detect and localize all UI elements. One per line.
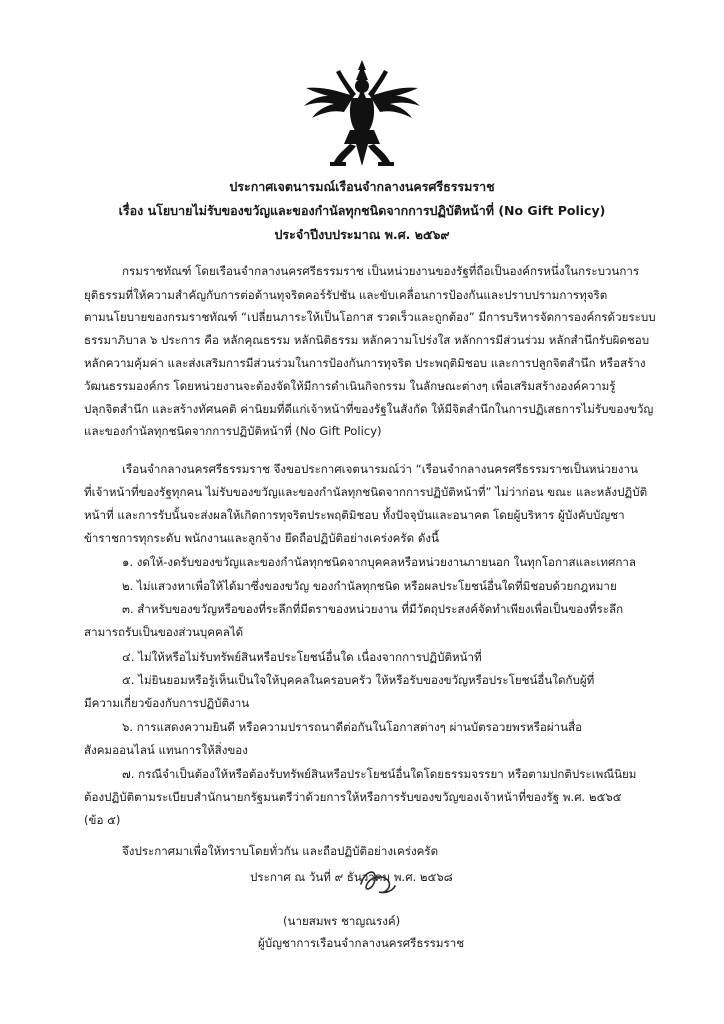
title-issuer: ประกาศเจตนารมณ์เรือนจำกลางนครศรีธรรมราช xyxy=(229,179,495,194)
para1-line: หลักความคุ้มค่า และส่งเสริมการมีส่วนร่วมในการป้องกันการทุจริต ประพฤติมิชอบ และการปลูกจิตสำนึก หรือสร้าง xyxy=(84,356,646,370)
handwritten-signature-icon xyxy=(355,864,399,900)
policy-item: ๖. การแสดงความยินดี หรือความปรารถนาดีต่อกันในโอกาสต่างๆ ผ่านบัตรอวยพรหรือผ่านสื่อ xyxy=(122,720,583,734)
garuda-emblem-icon xyxy=(300,58,424,170)
policy-item-continued: สามารถรับเป็นของส่วนบุคคลได้ xyxy=(84,625,244,639)
signer-position: ผู้บัญชาการเรือนจำกลางนครศรีธรรมราช xyxy=(258,936,465,950)
policy-item: ๗. กรณีจำเป็นต้องให้หรือต้องรับทรัพย์สินหรือประโยชน์อื่นใดโดยธรรมจรรยา หรือตามปกติประเพณีนิยม xyxy=(122,767,637,781)
para1-line: กรมราชทัณฑ์ โดยเรือนจำกลางนครศรีธรรมราช เป็นหน่วยงานของรัฐที่ถือเป็นองค์กรหนึ่งในกระบวนการ xyxy=(122,264,640,278)
policy-item: ๒. ไม่แสวงหาเพื่อให้ได้มาซึ่งของขวัญ ของกำนัลทุกชนิด หรือผลประโยชน์อื่นใดที่มิชอบด้วยกฎหมาย xyxy=(122,579,617,593)
date-line: ประกาศ ณ วันที่ ๙ ธันวาคม พ.ศ. ๒๕๖๘ xyxy=(250,870,453,884)
signer-name: (นายสมพร ชาญณรงค์) xyxy=(283,914,401,928)
para1-line: ยุติธรรมที่ให้ความสำคัญกับการต่อต้านทุจริตคอร์รัปชัน และขับเคลื่อนการป้องกันและปราบปรามการทุจริต xyxy=(84,288,608,302)
policy-item: ๓. สำหรับของขวัญหรือของที่ระลึกที่มีตราของหน่วยงาน ที่มีวัตถุประสงค์จัดทำเพียงเพื่อเป็นของที่ระลึก xyxy=(122,602,624,616)
para1-line: และของกำนัลทุกชนิดจากการปฏิบัติหน้าที่ (No Gift Policy) xyxy=(84,424,382,438)
title-fiscal-year: ประจำปีงบประมาณ พ.ศ. ๒๕๖๙ xyxy=(274,227,450,242)
policy-item: ๑. งดให้-งดรับของขวัญและของกำนัลทุกชนิดจากบุคคลหรือหน่วยงานภายนอก ในทุกโอกาสและเทศกาล xyxy=(122,555,637,569)
para1-line: ธรรมาภิบาล ๖ ประการ คือ หลักคุณธรรม หลักนิติธรรม หลักความโปร่งใส หลักการมีส่วนร่วม หลักสำนึกรับผิดชอบ xyxy=(84,333,650,347)
closing-statement: จึงประกาศมาเพื่อให้ทราบโดยทั่วกัน และถือปฏิบัติอย่างเคร่งครัด xyxy=(122,844,439,858)
para2-line: ข้าราชการทุกระดับ พนักงานและลูกจ้าง ยึดถือปฏิบัติอย่างเคร่งครัด ดังนี้ xyxy=(84,531,439,545)
policy-item: ๕. ไม่ยินยอมหรือรู้เห็นเป็นใจให้บุคคลในครอบครัว ให้หรือรับของขวัญหรือประโยชน์อื่นใดกับผู้ที่ xyxy=(122,673,595,687)
para2-line: ที่เจ้าหน้าที่ของรัฐทุกคน ไม่รับของขวัญและของกำนัลทุกชนิดจากการปฏิบัติหน้าที่” ไม่ว่าก่อน ขณะ และหลังปฏิบัติ xyxy=(84,485,648,499)
policy-item-continued: สังคมออนไลน์ แทนการให้สิ่งของ xyxy=(84,743,248,757)
title-subject: เรื่อง นโยบายไม่รับของขวัญและของกำนัลทุกชนิดจากการปฏิบัติหน้าที่ (No Gift Policy) xyxy=(118,203,606,218)
para1-line: ปลุกจิตสำนึก และสร้างทัศนคติ ค่านิยมที่ดีแก่เจ้าหน้าที่ของรัฐในสังกัด ให้มีจิตสำนึกในการปฏิเสธการไม่รับของขวัญ xyxy=(84,402,654,416)
para1-line: วัฒนธรรมองค์กร โดยหน่วยงานจะต้องจัดให้มีการดำเนินกิจกรรม ในลักษณะต่างๆ เพื่อเสริมสร้างองค์ความรู้ xyxy=(84,379,616,393)
policy-item: ๔. ไม่ให้หรือไม่รับทรัพย์สินหรือประโยชน์อื่นใด เนื่องจากการปฏิบัติหน้าที่ xyxy=(122,650,482,664)
policy-item-continued: (ข้อ ๕) xyxy=(84,813,121,827)
para1-line: ตามนโยบายของกรมราชทัณฑ์ “เปลี่ยนภาระให้เป็นโอกาส รวดเร็วและถูกต้อง” มีการบริหารจัดการองค์กรด้วยระบบ xyxy=(84,310,656,324)
policy-item-continued: มีความเกี่ยวข้องกับการปฏิบัติงาน xyxy=(84,696,250,710)
policy-item-continued: ต้องปฏิบัติตามระเบียบสำนักนายกรัฐมนตรีว่าด้วยการให้หรือการรับของขวัญของเจ้าหน้าที่ของรัฐ พ.ศ. ๒๕๖๕ xyxy=(84,790,622,804)
para2-line: เรือนจำกลางนครศรีธรรมราช จึงขอประกาศเจตนารมณ์ว่า “เรือนจำกลางนครศรีธรรมราชเป็นหน่วยงาน xyxy=(122,462,638,476)
para2-line: หน้าที่ และการรับนั้นจะส่งผลให้เกิดการทุจริตประพฤติมิชอบ ทั้งปัจจุบันและอนาคต โดยผู้บริหาร ผู้บังคับบัญชา xyxy=(84,508,625,522)
